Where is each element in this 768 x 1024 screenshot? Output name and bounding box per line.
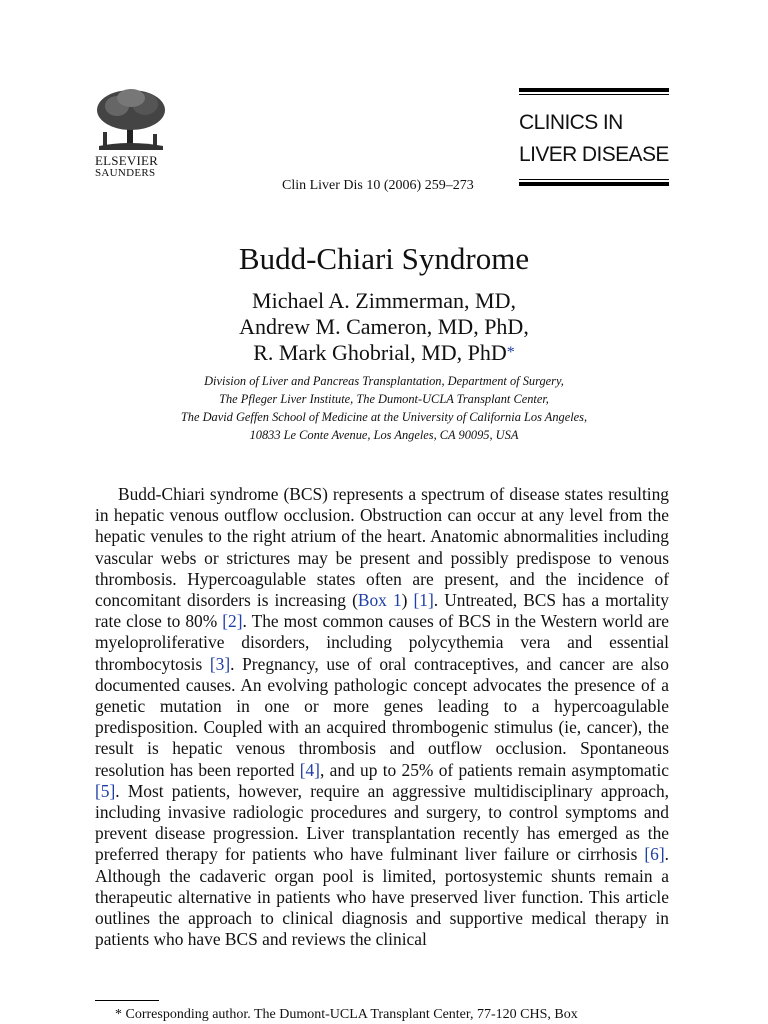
body-text: . Untreated, BCS has a mortality rate close to 80%: [95, 590, 669, 632]
affiliation-line: The David Geffen School of Medicine at the University of California Los Angeles,: [180, 410, 588, 424]
journal-citation: Clin Liver Dis 10 (2006) 259–273: [282, 178, 474, 193]
reference-link-1[interactable]: [1]: [413, 590, 434, 611]
journal-banner: [519, 88, 669, 186]
banner-rule: [519, 179, 669, 180]
author-list: [0, 288, 768, 366]
body-text: . Although the cadaveric organ pool is limited, portosystemic shunts remain a therapeutic alternative in patients who have preserved liver function. This article outlines the approach to clinical diagnosis and supportive medical therapy in patients who have BCS and reviews the clinical: [95, 844, 669, 950]
author-1: Michael A. Zimmerman, MD,: [252, 288, 516, 313]
publisher-imprint: SAUNDERS: [95, 167, 156, 179]
body-paragraph: [95, 484, 669, 950]
reference-link-6[interactable]: [6]: [644, 844, 665, 865]
author-3-name: R. Mark Ghobrial, MD, PhD: [253, 340, 507, 365]
reference-link-2[interactable]: [2]: [222, 611, 243, 632]
body-text: . Most patients, however, require an aggressive multidisciplinary approach, including invasive radiologic procedures and surgery, to control symptoms and prevent disease progression. Liver transplantation recently has emerged as the preferred therapy for patients who have fulminant liver failure or cirrhosis: [95, 780, 669, 865]
body-text: , and up to 25% of patients remain asymptomatic: [319, 759, 669, 780]
affiliation-line: 10833 Le Conte Avenue, Los Angeles, CA 90095, USA: [249, 428, 519, 442]
author-3: [0, 340, 768, 366]
footnote-divider: [95, 1000, 159, 1001]
journal-name-line-1: CLINICS IN: [519, 111, 623, 134]
reference-link-4[interactable]: [4]: [299, 759, 320, 780]
corresponding-author-link[interactable]: *: [506, 344, 515, 361]
author-2: Andrew M. Cameron, MD, PhD,: [239, 314, 529, 339]
corresponding-author-footnote: * Corresponding author. The Dumont-UCLA Transplant Center, 77-120 CHS, Box: [115, 1007, 578, 1022]
box-1-link[interactable]: Box 1: [357, 590, 402, 611]
reference-link-5[interactable]: [5]: [95, 780, 116, 801]
journal-name-line-2: LIVER DISEASE: [519, 143, 669, 166]
body-text: ): [401, 590, 408, 611]
body-text: Budd-Chiari syndrome (BCS) represents a spectrum of disease states resulting in hepatic venous outflow occlusion. Obstruction can occur at any level from the hepatic venules to the right atrium of the heart. Anatomic abnormalities including vascular webs or strictures may be present and possibly predispose to venous thrombosis. Hypercoagulable states often are present, and the incidence of concomitant disorders is increasing (: [95, 484, 669, 611]
reference-link-3[interactable]: [3]: [209, 653, 231, 674]
banner-rule: [519, 94, 669, 95]
publisher-logo: [95, 88, 185, 179]
article-body: [95, 484, 669, 950]
article-title: Budd-Chiari Syndrome: [238, 241, 530, 276]
body-text: . The most common causes of BCS in the Western world are myeloproliferative disorders, including polycythemia vera and essential thrombocytosis: [95, 611, 670, 674]
publisher-name: ELSEVIER: [95, 153, 158, 168]
affiliation-line: The Pfleger Liver Institute, The Dumont-UCLA Transplant Center,: [219, 392, 549, 406]
banner-rule: [519, 88, 669, 92]
affiliation: [0, 372, 768, 444]
affiliation-line: Division of Liver and Pancreas Transplantation, Department of Surgery,: [204, 374, 564, 388]
tree-icon: [95, 88, 167, 152]
banner-rule: [519, 182, 669, 186]
journal-name: [519, 107, 669, 171]
body-text: . Pregnancy, use of oral contraceptives, and cancer are also documented causes. An evolving pathologic concept advocates the presence of a genetic mutation in one or more genes leading to a hypercoagulable predisposition. Coupled with an acquired thrombogenic stimulus (ie, cancer), the result is hepatic venous thrombosis and outflow occlusion. Spontaneous resolution has been reported: [95, 653, 669, 780]
